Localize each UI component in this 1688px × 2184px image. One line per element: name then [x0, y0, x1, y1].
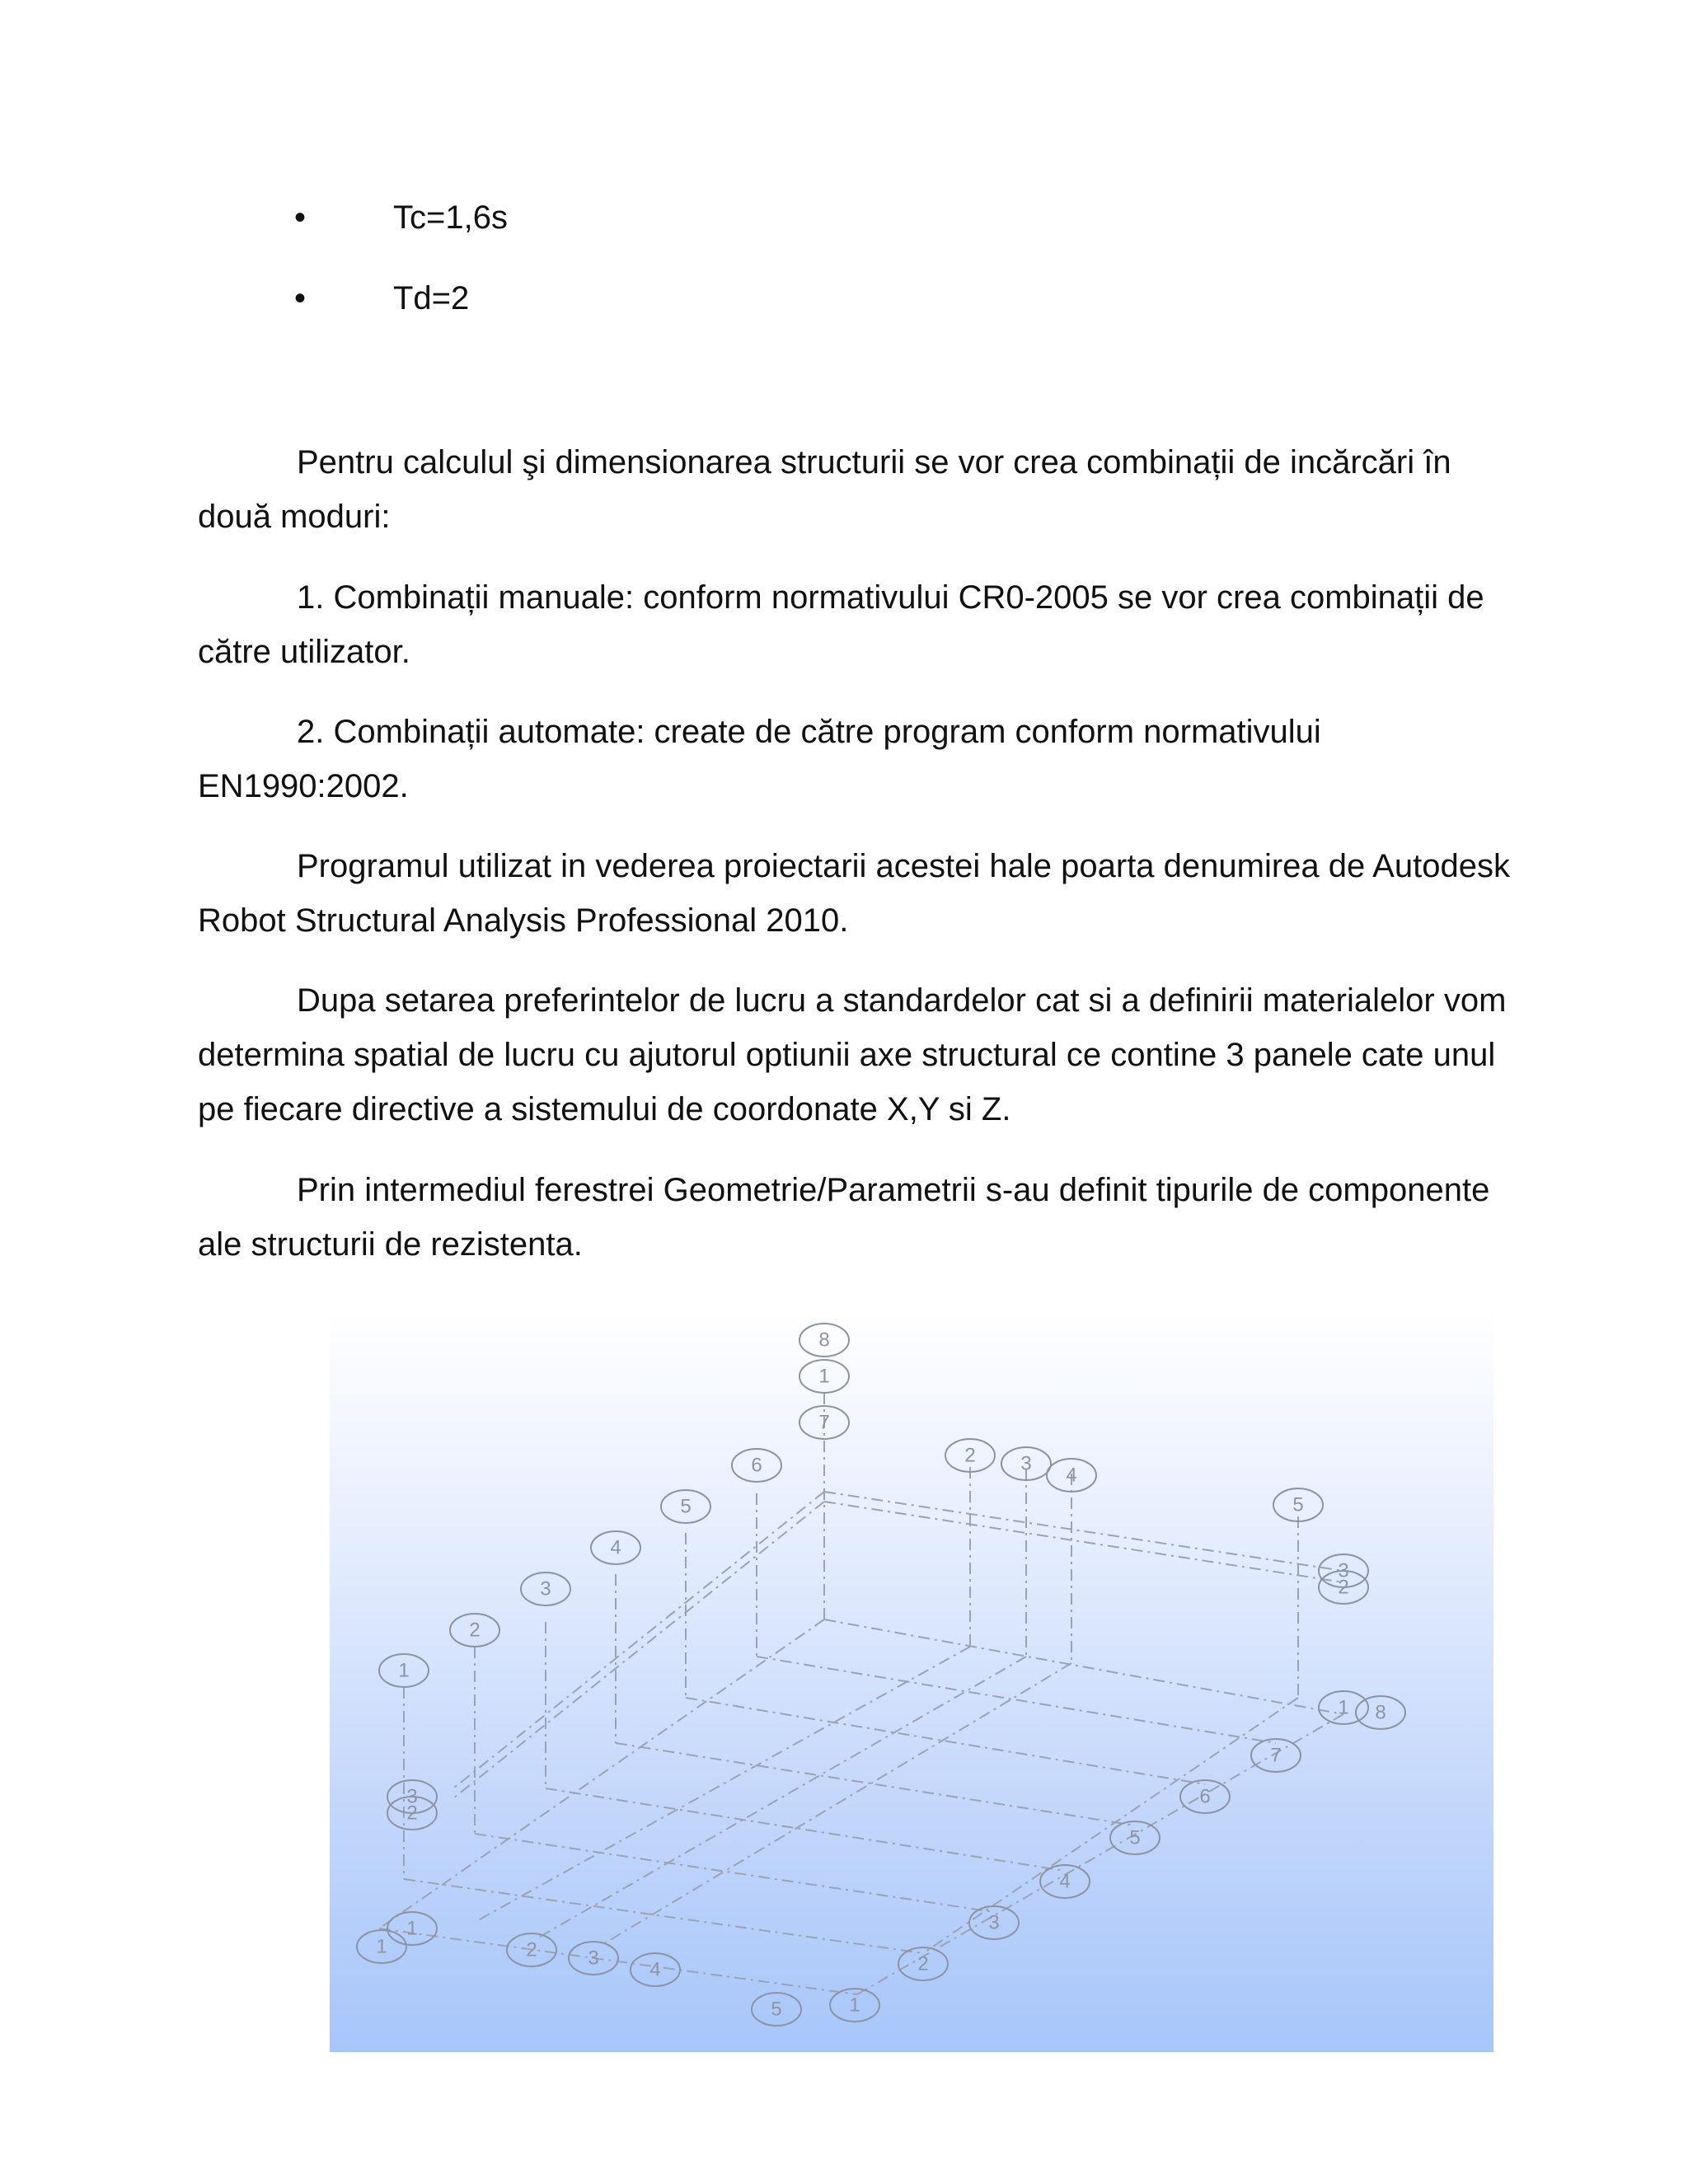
- gridline: [757, 1657, 1276, 1743]
- axis-label-bubble: [507, 1933, 556, 1966]
- axis-label-bubble: [1047, 1459, 1096, 1492]
- axis-label-bubble: [1356, 1696, 1405, 1729]
- axis-label-text: 6: [1199, 1785, 1211, 1808]
- paragraph-software: Programul utilizat in vederea proiectarii acestei hale poarta denumirea de Autodesk Robot Structural Analysis Professional 2010.: [198, 848, 1510, 939]
- axis-label-bubble: [799, 1324, 849, 1357]
- axis-label-text: 5: [680, 1495, 692, 1518]
- axis-label-text: 1: [1338, 1696, 1349, 1719]
- bullet-text: Td=2: [393, 280, 470, 316]
- axis-label-text: 2: [917, 1952, 929, 1975]
- grid-lines: [379, 1393, 1343, 1994]
- axis-label-bubble: [732, 1449, 781, 1482]
- gridline: [686, 1698, 1205, 1784]
- axis-label-bubble: [521, 1572, 570, 1605]
- axis-label-bubble: [1180, 1780, 1230, 1813]
- gridline: [453, 1502, 824, 1798]
- axis-label-text: 4: [1066, 1464, 1077, 1487]
- gridline: [478, 1647, 970, 1920]
- axis-label-bubble: [1251, 1739, 1301, 1772]
- axis-label-text: 5: [1129, 1826, 1141, 1849]
- axis-label-text: 4: [610, 1536, 621, 1559]
- gridline: [616, 1743, 1135, 1825]
- axis-label-text: 3: [406, 1785, 418, 1808]
- axis-label-text: 2: [1338, 1576, 1349, 1599]
- axis-label-bubble: [752, 1993, 801, 2026]
- axis-label-bubble: [387, 1797, 437, 1830]
- axis-label-bubble: [1110, 1821, 1160, 1854]
- axis-label-text: 7: [818, 1411, 830, 1434]
- axis-label-text: 2: [526, 1938, 537, 1961]
- axis-label-text: 4: [1059, 1870, 1071, 1893]
- axis-label-bubble: [569, 1942, 618, 1975]
- axis-label-text: 2: [469, 1619, 481, 1642]
- bullet-symbol: •: [294, 280, 307, 316]
- axis-label-text: 2: [964, 1444, 976, 1467]
- axis-label-text: 1: [376, 1935, 387, 1958]
- bullet-item-tc: [294, 196, 508, 239]
- bullet-symbol: •: [294, 199, 307, 236]
- axis-labels: [357, 1324, 1405, 2026]
- axis-label-bubble: [591, 1531, 640, 1564]
- axis-label-bubble: [1319, 1571, 1368, 1604]
- axis-label-text: 5: [771, 1998, 782, 2021]
- axis-label-bubble: [799, 1360, 849, 1393]
- axis-label-text: 2: [406, 1802, 418, 1825]
- axis-label-text: 1: [818, 1365, 830, 1388]
- axis-label-bubble: [1040, 1865, 1090, 1898]
- axis-label-text: 1: [406, 1917, 418, 1940]
- axis-label-bubble: [830, 1989, 879, 2022]
- paragraph-geometry-parameters: Prin intermediul ferestrei Geometrie/Parametrii s-au definit tipurile de componente ale structurii de rezistenta.: [198, 1172, 1490, 1263]
- axis-label-text: 4: [649, 1958, 661, 1981]
- gridline: [546, 1788, 1065, 1871]
- paragraph-load-combinations: Pentru calculul şi dimensionarea structurii se vor crea combinații de incărcări în două moduri:: [198, 444, 1451, 535]
- gridline: [824, 1502, 1343, 1582]
- axis-label-text: 5: [1292, 1493, 1304, 1516]
- axis-label-bubble: [969, 1906, 1019, 1939]
- axis-label-text: 6: [751, 1454, 762, 1477]
- axis-label-bubble: [387, 1912, 437, 1945]
- gridline: [824, 1619, 1343, 1714]
- paragraph-manual-combinations: 1. Combinații manuale: conform normativului CR0-2005 se vor crea combinații de către utilizator.: [198, 579, 1484, 670]
- gridline: [379, 1619, 824, 1929]
- gridline: [923, 1698, 1298, 1953]
- structural-axes-figure: [330, 1310, 1493, 2052]
- axis-label-bubble: [450, 1614, 499, 1647]
- gridline: [824, 1492, 1343, 1571]
- axis-label-text: 3: [1020, 1452, 1032, 1475]
- axis-label-text: 1: [398, 1659, 410, 1682]
- axis-label-text: 3: [588, 1947, 599, 1970]
- axis-label-text: 3: [540, 1577, 551, 1601]
- axis-label-bubble: [357, 1930, 406, 1963]
- axis-label-bubble: [379, 1654, 429, 1687]
- axis-label-bubble: [661, 1490, 710, 1523]
- structural-axes-drawing: [330, 1310, 1493, 2052]
- axis-label-bubble: [898, 1947, 948, 1980]
- bullet-item-td: [294, 277, 469, 320]
- axis-label-text: 7: [1270, 1744, 1282, 1767]
- bullet-text: Tc=1,6s: [393, 199, 508, 236]
- axis-label-text: 3: [1338, 1559, 1349, 1582]
- axis-label-text: 8: [818, 1329, 830, 1352]
- axis-label-text: 1: [849, 1994, 860, 2017]
- paragraph-automatic-combinations: 2. Combinații automate: create de către program conform normativului EN1990:2002.: [198, 714, 1321, 804]
- axis-label-bubble: [1319, 1691, 1368, 1724]
- axis-label-text: 8: [1375, 1701, 1386, 1724]
- gridline: [453, 1492, 824, 1788]
- axis-label-text: 3: [988, 1911, 1000, 1934]
- paragraph-structural-axes: Dupa setarea preferintelor de lucru a standardelor cat si a definirii materialelor vom determina spatial de lucru cu ajutorul optiunii axe structural ce contine 3 panele cate unul pe fiecare directive a sistemului de coordonate X,Y si Z.: [198, 982, 1507, 1127]
